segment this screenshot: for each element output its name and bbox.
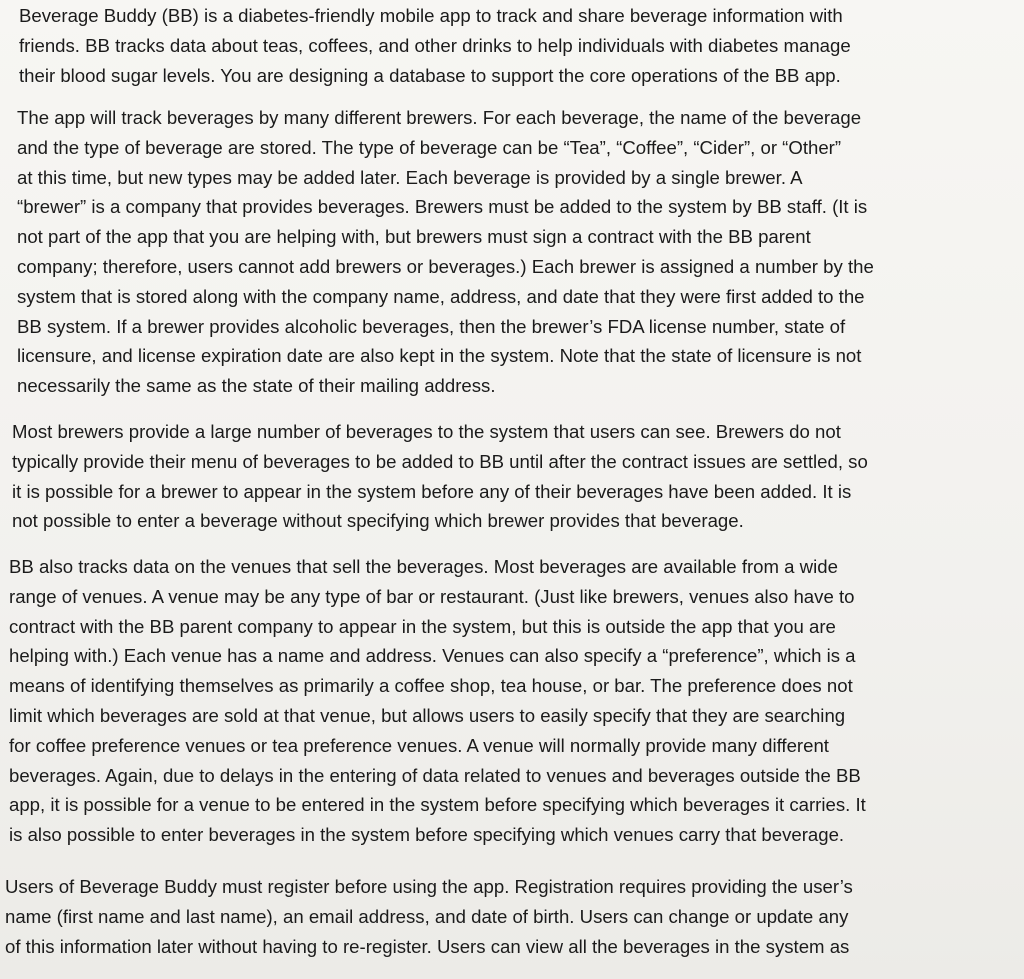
text-line: not part of the app that you are helping with, but brewers must sign a contract with the BB parent: [17, 226, 811, 248]
text-line: and the type of beverage are stored. The type of beverage can be “Tea”, “Coffee”, “Cider”, or “Other”: [17, 136, 842, 158]
text-line: is also possible to enter beverages in the system before specifying which venues carry that beverage.: [9, 824, 845, 846]
text-line: helping with.) Each venue has a name and address. Venues can also specify a “preference”, which is a: [9, 645, 856, 667]
text-line: range of venues. A venue may be any type of bar or restaurant. (Just like brewers, venues also have to: [9, 585, 855, 607]
text-line: means of identifying themselves as primarily a coffee shop, tea house, or bar. The preference does not: [9, 675, 853, 697]
paragraph-venues: [9, 552, 866, 850]
text-line: company; therefore, users cannot add brewers or beverages.) Each brewer is assigned a number by the: [17, 255, 874, 277]
paragraph-introduction: [19, 1, 851, 90]
text-line: beverages. Again, due to delays in the entering of data related to venues and beverages outside the BB: [9, 764, 861, 786]
text-line: app, it is possible for a venue to be entered in the system before specifying which beverages it carries. It: [9, 794, 866, 816]
paragraph-beverages-brewers: [17, 103, 874, 401]
text-line: it is possible for a brewer to appear in the system before any of their beverages have been added. It is: [12, 480, 852, 502]
text-line: their blood sugar levels. You are designing a database to support the core operations of the BB app.: [19, 64, 841, 86]
text-line: contract with the BB parent company to appear in the system, but this is outside the app that you are: [9, 615, 836, 637]
text-line: Users of Beverage Buddy must register before using the app. Registration requires providing the user’s: [5, 876, 853, 897]
text-line: at this time, but new types may be added later. Each beverage is provided by a single brewer. A: [17, 166, 803, 188]
paragraph-brewer-offerings: [12, 417, 868, 536]
text-line: necessarily the same as the state of their mailing address.: [17, 375, 496, 397]
text-line: system that is stored along with the company name, address, and date that they were first added to the: [17, 285, 865, 307]
paragraph-users: [5, 872, 853, 961]
text-line: for coffee preference venues or tea preference venues. A venue will normally provide many different: [9, 734, 829, 756]
text-line: BB also tracks data on the venues that sell the beverages. Most beverages are available from a wide: [9, 556, 838, 577]
text-line: licensure, and license expiration date are also kept in the system. Note that the state of licensure is not: [17, 345, 862, 367]
text-line: name (first name and last name), an email address, and date of birth. Users can change or update any: [5, 905, 849, 927]
text-line: of this information later without having to re-register. Users can view all the beverages in the system as: [5, 935, 850, 957]
text-line: typically provide their menu of beverages to be added to BB until after the contract issues are settled, so: [12, 450, 868, 472]
text-line: not possible to enter a beverage without specifying which brewer provides that beverage.: [12, 510, 744, 532]
text-line: BB system. If a brewer provides alcoholic beverages, then the brewer’s FDA license number, state of: [17, 315, 846, 337]
text-line: Most brewers provide a large number of beverages to the system that users can see. Brewers do not: [12, 421, 841, 442]
text-line: friends. BB tracks data about teas, coffees, and other drinks to help individuals with diabetes manage: [19, 34, 851, 56]
text-line: Beverage Buddy (BB) is a diabetes-friendly mobile app to track and share beverage information with: [19, 5, 843, 26]
text-line: limit which beverages are sold at that venue, but allows users to easily specify that they are searching: [9, 704, 846, 726]
text-line: The app will track beverages by many different brewers. For each beverage, the name of the beverage: [17, 107, 862, 128]
text-line: “brewer” is a company that provides beverages. Brewers must be added to the system by BB staff. (It is: [17, 196, 868, 218]
